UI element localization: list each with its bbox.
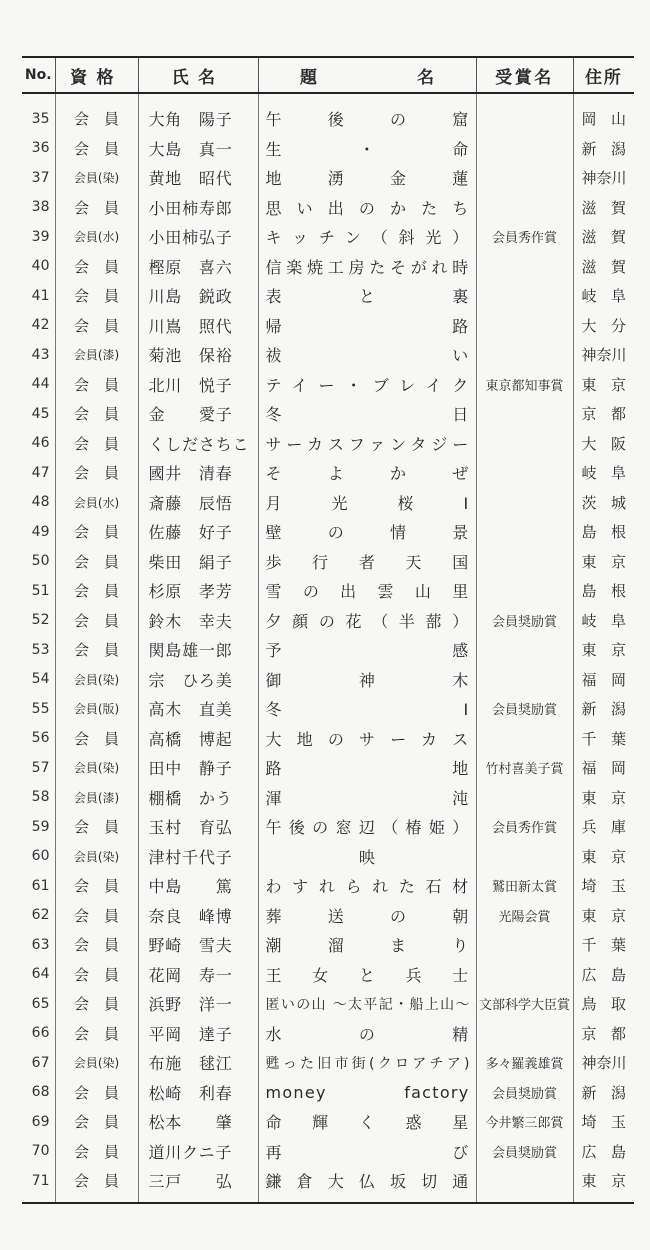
table-row <box>22 281 634 311</box>
cell-award: 会員秀作賞 <box>476 222 573 252</box>
cell-name: 鈴木 幸夫 <box>138 606 258 636</box>
cell-no: 38 <box>31 199 50 216</box>
cell-title: そよかぜ <box>258 458 476 488</box>
cell-no: 51 <box>31 582 50 599</box>
cell-name: 関島雄一郎 <box>138 635 258 665</box>
cell-name: 高木 直美 <box>138 694 258 724</box>
cell-no: 40 <box>31 258 50 275</box>
cell-no: 48 <box>31 494 50 511</box>
header-name: 氏名 <box>138 57 258 93</box>
cell-award: 会員奨励賞 <box>476 1137 573 1167</box>
cell-address: 千葉 <box>573 930 634 960</box>
table-row <box>22 547 634 577</box>
cell-no: 55 <box>31 700 50 717</box>
cell-qualification: 会 員 <box>55 989 138 1019</box>
header-title <box>258 57 476 93</box>
cell-qualification: 会員(染) <box>55 753 138 783</box>
cell-address: 京都 <box>573 1019 634 1049</box>
cell-qualification: 会 員 <box>55 458 138 488</box>
cell-award <box>476 635 573 665</box>
cell-name: 奈良 峰博 <box>138 901 258 931</box>
cell-no: 56 <box>31 730 50 747</box>
cell-address: 神奈川 <box>573 340 634 370</box>
cell-qualification: 会 員 <box>55 252 138 282</box>
cell-address: 茨城 <box>573 488 634 518</box>
cell-title: 命輝く惑星 <box>258 1107 476 1137</box>
cell-award: 東京都知事賞 <box>476 370 573 400</box>
cell-name: 松崎 利春 <box>138 1078 258 1108</box>
cell-no: 67 <box>31 1054 50 1071</box>
cell-address: 大分 <box>573 311 634 341</box>
cell-title: 思い出のかたち <box>258 193 476 223</box>
cell-qualification: 会員(版) <box>55 694 138 724</box>
table-row <box>22 222 634 252</box>
cell-qualification: 会 員 <box>55 812 138 842</box>
cell-qualification: 会 員 <box>55 930 138 960</box>
header-award: 受賞名 <box>476 57 573 93</box>
table-header-row <box>22 57 634 93</box>
cell-address: 福岡 <box>573 753 634 783</box>
cell-name: 川嶌 照代 <box>138 311 258 341</box>
cell-award <box>476 458 573 488</box>
cell-qualification: 会 員 <box>55 399 138 429</box>
cell-address: 福岡 <box>573 665 634 695</box>
cell-title: 路地 <box>258 753 476 783</box>
cell-qualification: 会 員 <box>55 576 138 606</box>
cell-title: 大地のサーカス <box>258 724 476 754</box>
cell-qualification: 会 員 <box>55 281 138 311</box>
cell-award: 光陽会賞 <box>476 901 573 931</box>
cell-qualification: 会 員 <box>55 871 138 901</box>
cell-address: 埼玉 <box>573 871 634 901</box>
cell-no: 64 <box>31 966 50 983</box>
cell-award <box>476 547 573 577</box>
cell-address: 新潟 <box>573 694 634 724</box>
cell-title: 信楽焼工房たそがれ時 <box>258 252 476 282</box>
cell-name: 玉村 育弘 <box>138 812 258 842</box>
cell-award <box>476 134 573 164</box>
cell-award: 竹村喜美子賞 <box>476 753 573 783</box>
cell-address: 千葉 <box>573 724 634 754</box>
cell-title: 冬日 <box>258 399 476 429</box>
cell-no: 47 <box>31 464 50 481</box>
cell-name: 浜野 洋一 <box>138 989 258 1019</box>
table-row <box>22 930 634 960</box>
header-title-a: 題 <box>300 67 317 88</box>
cell-address: 埼玉 <box>573 1107 634 1137</box>
table-row <box>22 252 634 282</box>
cell-qualification: 会員(染) <box>55 665 138 695</box>
table-row <box>22 1107 634 1137</box>
cell-address: 兵庫 <box>573 812 634 842</box>
cell-address: 神奈川 <box>573 1048 634 1078</box>
cell-address: 京都 <box>573 399 634 429</box>
cell-name: 小田柿寿郎 <box>138 193 258 223</box>
table-row <box>22 399 634 429</box>
cell-name: 野崎 雪夫 <box>138 930 258 960</box>
cell-award <box>476 193 573 223</box>
cell-name: 金 愛子 <box>138 399 258 429</box>
cell-address: 岐阜 <box>573 606 634 636</box>
cell-qualification: 会 員 <box>55 960 138 990</box>
cell-address: 広島 <box>573 1137 634 1167</box>
table-row <box>22 665 634 695</box>
cell-qualification: 会員(染) <box>55 842 138 872</box>
cell-address: 滋賀 <box>573 252 634 282</box>
cell-address: 大阪 <box>573 429 634 459</box>
cell-award: 文部科学大臣賞 <box>476 989 573 1019</box>
table-row <box>22 635 634 665</box>
table-row <box>22 1019 634 1049</box>
table-row <box>22 340 634 370</box>
cell-award <box>476 517 573 547</box>
cell-name: 三戸 弘 <box>138 1166 258 1203</box>
cell-address: 神奈川 <box>573 163 634 193</box>
cell-no: 63 <box>31 936 50 953</box>
header-qualification: 資格 <box>55 57 138 93</box>
cell-no: 53 <box>31 641 50 658</box>
cell-qualification: 会 員 <box>55 1107 138 1137</box>
cell-no: 46 <box>31 435 50 452</box>
table-row <box>22 93 634 134</box>
cell-qualification: 会 員 <box>55 635 138 665</box>
cell-qualification: 会 員 <box>55 370 138 400</box>
cell-title: サーカスファンタジー <box>258 429 476 459</box>
table-row <box>22 488 634 518</box>
cell-no: 65 <box>31 995 50 1012</box>
cell-qualification: 会 員 <box>55 606 138 636</box>
cell-title: テイー・ブレイク <box>258 370 476 400</box>
cell-title: 夕顔の花（半蔀） <box>258 606 476 636</box>
cell-award <box>476 429 573 459</box>
table-row <box>22 370 634 400</box>
table-row <box>22 429 634 459</box>
cell-qualification: 会員(水) <box>55 488 138 518</box>
table-row <box>22 960 634 990</box>
cell-award <box>476 1166 573 1203</box>
cell-title: 水の精 <box>258 1019 476 1049</box>
cell-name: 國井 清春 <box>138 458 258 488</box>
cell-qualification: 会 員 <box>55 724 138 754</box>
cell-award: 会員奨励賞 <box>476 1078 573 1108</box>
cell-address: 新潟 <box>573 134 634 164</box>
cell-award <box>476 311 573 341</box>
cell-award <box>476 281 573 311</box>
cell-award <box>476 665 573 695</box>
cell-no: 71 <box>22 1166 55 1203</box>
cell-name: 佐藤 好子 <box>138 517 258 547</box>
cell-no: 39 <box>31 228 50 245</box>
cell-name: 宗 ひろ美 <box>138 665 258 695</box>
cell-name: 道川クニ子 <box>138 1137 258 1167</box>
cell-name: 平岡 達子 <box>138 1019 258 1049</box>
cell-qualification: 会員(漆) <box>55 783 138 813</box>
cell-qualification: 会 員 <box>55 901 138 931</box>
cell-title: キッチン（斜光） <box>258 222 476 252</box>
cell-no: 60 <box>31 848 50 865</box>
table-row <box>22 1166 634 1203</box>
cell-name: 布施 毬江 <box>138 1048 258 1078</box>
cell-title: 生・命 <box>258 134 476 164</box>
cell-name: 北川 悦子 <box>138 370 258 400</box>
cell-no: 36 <box>31 140 50 157</box>
cell-award <box>476 842 573 872</box>
cell-qualification: 会員(染) <box>55 1048 138 1078</box>
table-row <box>22 694 634 724</box>
cell-address: 東京 <box>573 901 634 931</box>
cell-address: 広島 <box>573 960 634 990</box>
cell-no: 59 <box>31 818 50 835</box>
cell-qualification: 会 員 <box>55 1078 138 1108</box>
cell-address: 鳥取 <box>573 989 634 1019</box>
table-row <box>22 812 634 842</box>
cell-title: 甦った旧市街(クロアチア) <box>258 1048 476 1078</box>
cell-qualification: 会 員 <box>55 1019 138 1049</box>
cell-title: 渾沌 <box>258 783 476 813</box>
cell-award <box>476 340 573 370</box>
cell-address: 新潟 <box>573 1078 634 1108</box>
table-row <box>22 1078 634 1108</box>
exhibitor-list <box>22 56 627 1204</box>
cell-qualification: 会員(染) <box>55 163 138 193</box>
cell-title: 王女と兵士 <box>258 960 476 990</box>
cell-address: 東京 <box>573 783 634 813</box>
cell-name: 菊池 保裕 <box>138 340 258 370</box>
cell-qualification: 会 員 <box>55 547 138 577</box>
cell-address: 滋賀 <box>573 193 634 223</box>
cell-name: 大島 真一 <box>138 134 258 164</box>
cell-title: 帰路 <box>258 311 476 341</box>
cell-title: 潮溜まり <box>258 930 476 960</box>
cell-name: 田中 静子 <box>138 753 258 783</box>
cell-award <box>476 93 573 134</box>
cell-no: 69 <box>31 1113 50 1130</box>
cell-award <box>476 576 573 606</box>
cell-award: 会員奨励賞 <box>476 606 573 636</box>
table-row <box>22 842 634 872</box>
cell-no: 35 <box>31 110 50 127</box>
cell-name: 川島 鋭政 <box>138 281 258 311</box>
cell-no: 68 <box>31 1084 50 1101</box>
table-row <box>22 134 634 164</box>
cell-no: 43 <box>31 346 50 363</box>
cell-award: 今井繁三郎賞 <box>476 1107 573 1137</box>
cell-no: 49 <box>31 523 50 540</box>
cell-title: 映 <box>258 842 476 872</box>
cell-qualification: 会 員 <box>55 193 138 223</box>
cell-title: 御神木 <box>258 665 476 695</box>
cell-award: 鷲田新太賞 <box>476 871 573 901</box>
cell-title: 月光桜Ⅰ <box>258 488 476 518</box>
cell-award: 多々羅義雄賞 <box>476 1048 573 1078</box>
cell-address: 島根 <box>573 576 634 606</box>
table-row <box>22 1137 634 1167</box>
cell-qualification: 会 員 <box>55 517 138 547</box>
cell-no: 37 <box>31 169 50 186</box>
cell-address: 東京 <box>573 547 634 577</box>
cell-title: 予感 <box>258 635 476 665</box>
cell-qualification: 会 員 <box>55 311 138 341</box>
cell-no: 50 <box>31 553 50 570</box>
cell-title: 再び <box>258 1137 476 1167</box>
cell-address: 東京 <box>573 1166 634 1203</box>
cell-address: 滋賀 <box>573 222 634 252</box>
cell-no: 45 <box>31 405 50 422</box>
cell-award <box>476 488 573 518</box>
cell-title: 壁の情景 <box>258 517 476 547</box>
cell-no: 61 <box>31 877 50 894</box>
cell-address: 島根 <box>573 517 634 547</box>
cell-award <box>476 252 573 282</box>
cell-name: くしださちこ <box>138 429 258 459</box>
table-row <box>22 311 634 341</box>
cell-name: 柴田 絹子 <box>138 547 258 577</box>
cell-title: 午後の窟 <box>258 93 476 134</box>
table-row <box>22 517 634 547</box>
cell-address: 東京 <box>573 370 634 400</box>
cell-award: 会員奨励賞 <box>476 694 573 724</box>
table-row <box>22 901 634 931</box>
table-row <box>22 193 634 223</box>
table-row <box>22 458 634 488</box>
table-row <box>22 163 634 193</box>
cell-award: 会員秀作賞 <box>476 812 573 842</box>
cell-name: 棚橋 かう <box>138 783 258 813</box>
cell-qualification: 会 員 <box>55 1166 138 1203</box>
cell-award <box>476 930 573 960</box>
cell-title: 午後の窓辺（椿姫） <box>258 812 476 842</box>
cell-no: 57 <box>31 759 50 776</box>
cell-qualification: 会 員 <box>55 429 138 459</box>
cell-name: 大角 陽子 <box>138 93 258 134</box>
cell-title: 歩行者天国 <box>258 547 476 577</box>
cell-address: 東京 <box>573 635 634 665</box>
cell-title: money factory <box>258 1078 476 1108</box>
cell-title: 葬送の朝 <box>258 901 476 931</box>
cell-address: 岐阜 <box>573 281 634 311</box>
cell-award <box>476 960 573 990</box>
cell-qualification: 会 員 <box>55 1137 138 1167</box>
cell-no: 62 <box>31 907 50 924</box>
cell-award <box>476 783 573 813</box>
table-row <box>22 989 634 1019</box>
cell-title: 匿いの山 ～太平記・船上山～ <box>258 989 476 1019</box>
cell-qualification: 会員(漆) <box>55 340 138 370</box>
cell-name: 花岡 寿一 <box>138 960 258 990</box>
header-no: No. <box>22 57 55 93</box>
cell-name: 樫原 喜六 <box>138 252 258 282</box>
cell-no: 52 <box>31 612 50 629</box>
cell-name: 黄地 昭代 <box>138 163 258 193</box>
table-body <box>22 93 634 1203</box>
cell-name: 斎藤 辰悟 <box>138 488 258 518</box>
cell-address: 東京 <box>573 842 634 872</box>
table-row <box>22 753 634 783</box>
cell-no: 66 <box>31 1025 50 1042</box>
cell-address: 岡山 <box>573 93 634 134</box>
table-row <box>22 783 634 813</box>
cell-no: 41 <box>31 287 50 304</box>
cell-award <box>476 399 573 429</box>
cell-title: 鎌倉大仏坂切通 <box>258 1166 476 1203</box>
cell-no: 54 <box>31 671 50 688</box>
header-address: 住所 <box>573 57 634 93</box>
cell-title: 祓い <box>258 340 476 370</box>
cell-name: 津村千代子 <box>138 842 258 872</box>
cell-no: 58 <box>31 789 50 806</box>
cell-title: 雪の出雲山里 <box>258 576 476 606</box>
table-row <box>22 871 634 901</box>
cell-name: 中島 篤 <box>138 871 258 901</box>
cell-title: 地湧金蓮 <box>258 163 476 193</box>
cell-award <box>476 163 573 193</box>
table-row <box>22 576 634 606</box>
header-title-b: 名 <box>417 67 434 88</box>
cell-qualification: 会 員 <box>55 93 138 134</box>
cell-qualification: 会員(水) <box>55 222 138 252</box>
cell-no: 44 <box>31 376 50 393</box>
cell-award <box>476 1019 573 1049</box>
cell-no: 70 <box>31 1143 50 1160</box>
cell-qualification: 会 員 <box>55 134 138 164</box>
cell-name: 杉原 孝芳 <box>138 576 258 606</box>
table-row <box>22 1048 634 1078</box>
cell-title: 冬Ⅰ <box>258 694 476 724</box>
cell-name: 小田柿弘子 <box>138 222 258 252</box>
cell-title: わすれられた石材 <box>258 871 476 901</box>
exhibitor-table <box>22 56 634 1204</box>
cell-name: 松本 肇 <box>138 1107 258 1137</box>
cell-title: 表と裏 <box>258 281 476 311</box>
cell-no: 42 <box>31 317 50 334</box>
cell-award <box>476 724 573 754</box>
table-row <box>22 724 634 754</box>
cell-name: 高橋 博起 <box>138 724 258 754</box>
cell-address: 岐阜 <box>573 458 634 488</box>
table-row <box>22 606 634 636</box>
